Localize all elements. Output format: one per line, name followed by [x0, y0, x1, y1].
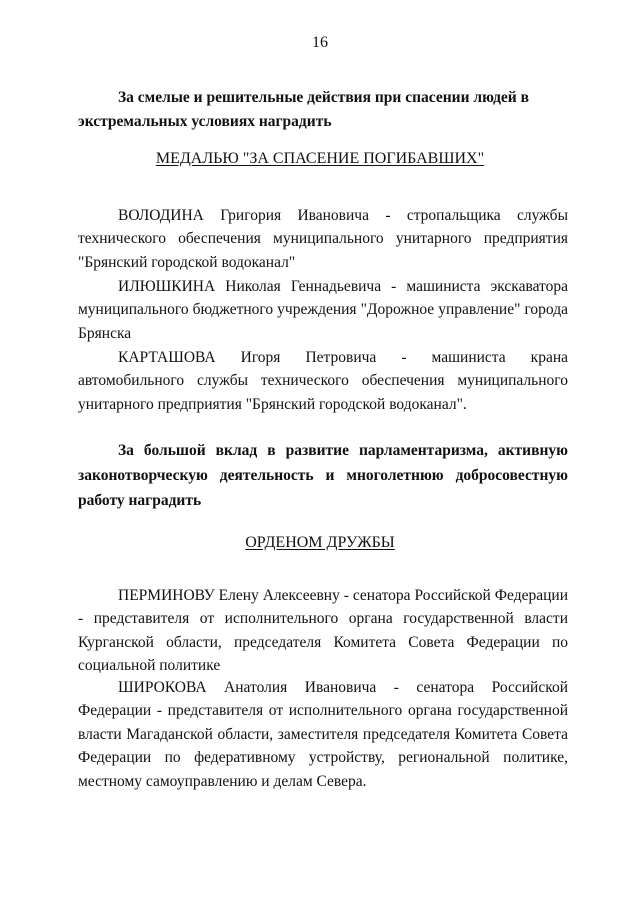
award-entry: КАРТАШОВА Игоря Петровича - машиниста крана автомобильного службы технического обеспечения муниципального унитарного предприятия "Брянский городской водоканал". — [78, 349, 568, 413]
award-entry: ПЕРМИНОВУ Елену Алексеевну - сенатора Российской Федерации - представителя от исполнительного органа государственной власти Курганской области, председателя Комитета Совета Федерации по социальной политике — [78, 587, 568, 675]
section-intro: За большой вклад в развитие парламентаризма, активную законотворческую деятельность и многолетнюю добросовестную работу наградить — [78, 442, 568, 509]
award-title: МЕДАЛЬЮ "ЗА СПАСЕНИЕ ПОГИБАВШИХ" — [155, 150, 485, 167]
award-title: ОРДЕНОМ ДРУЖБЫ — [245, 534, 395, 551]
award-entry: ШИРОКОВА Анатолия Ивановича - сенатора Российской Федерации - представителя от исполнительного органа государственной власти Магаданской области, заместителя председателя Комитета Совета Федерации по федеративному устройству, региональной политике, местному самоуправлению и делам Севера. — [78, 679, 568, 790]
award-entry: ВОЛОДИНА Григория Ивановича - стропальщика службы технического обеспечения муниципального унитарного предприятия "Брянский городской водоканал" — [78, 207, 568, 271]
section-intro: За смелые и решительные действия при спасении людей в экстремальных условиях наградить — [78, 89, 529, 130]
award-entry: ИЛЮШКИНА Николая Геннадьевича - машиниста экскаватора муниципального бюджетного учреждения "Дорожное управление" города Брянска — [78, 278, 568, 342]
page-number: 16 — [312, 34, 328, 51]
